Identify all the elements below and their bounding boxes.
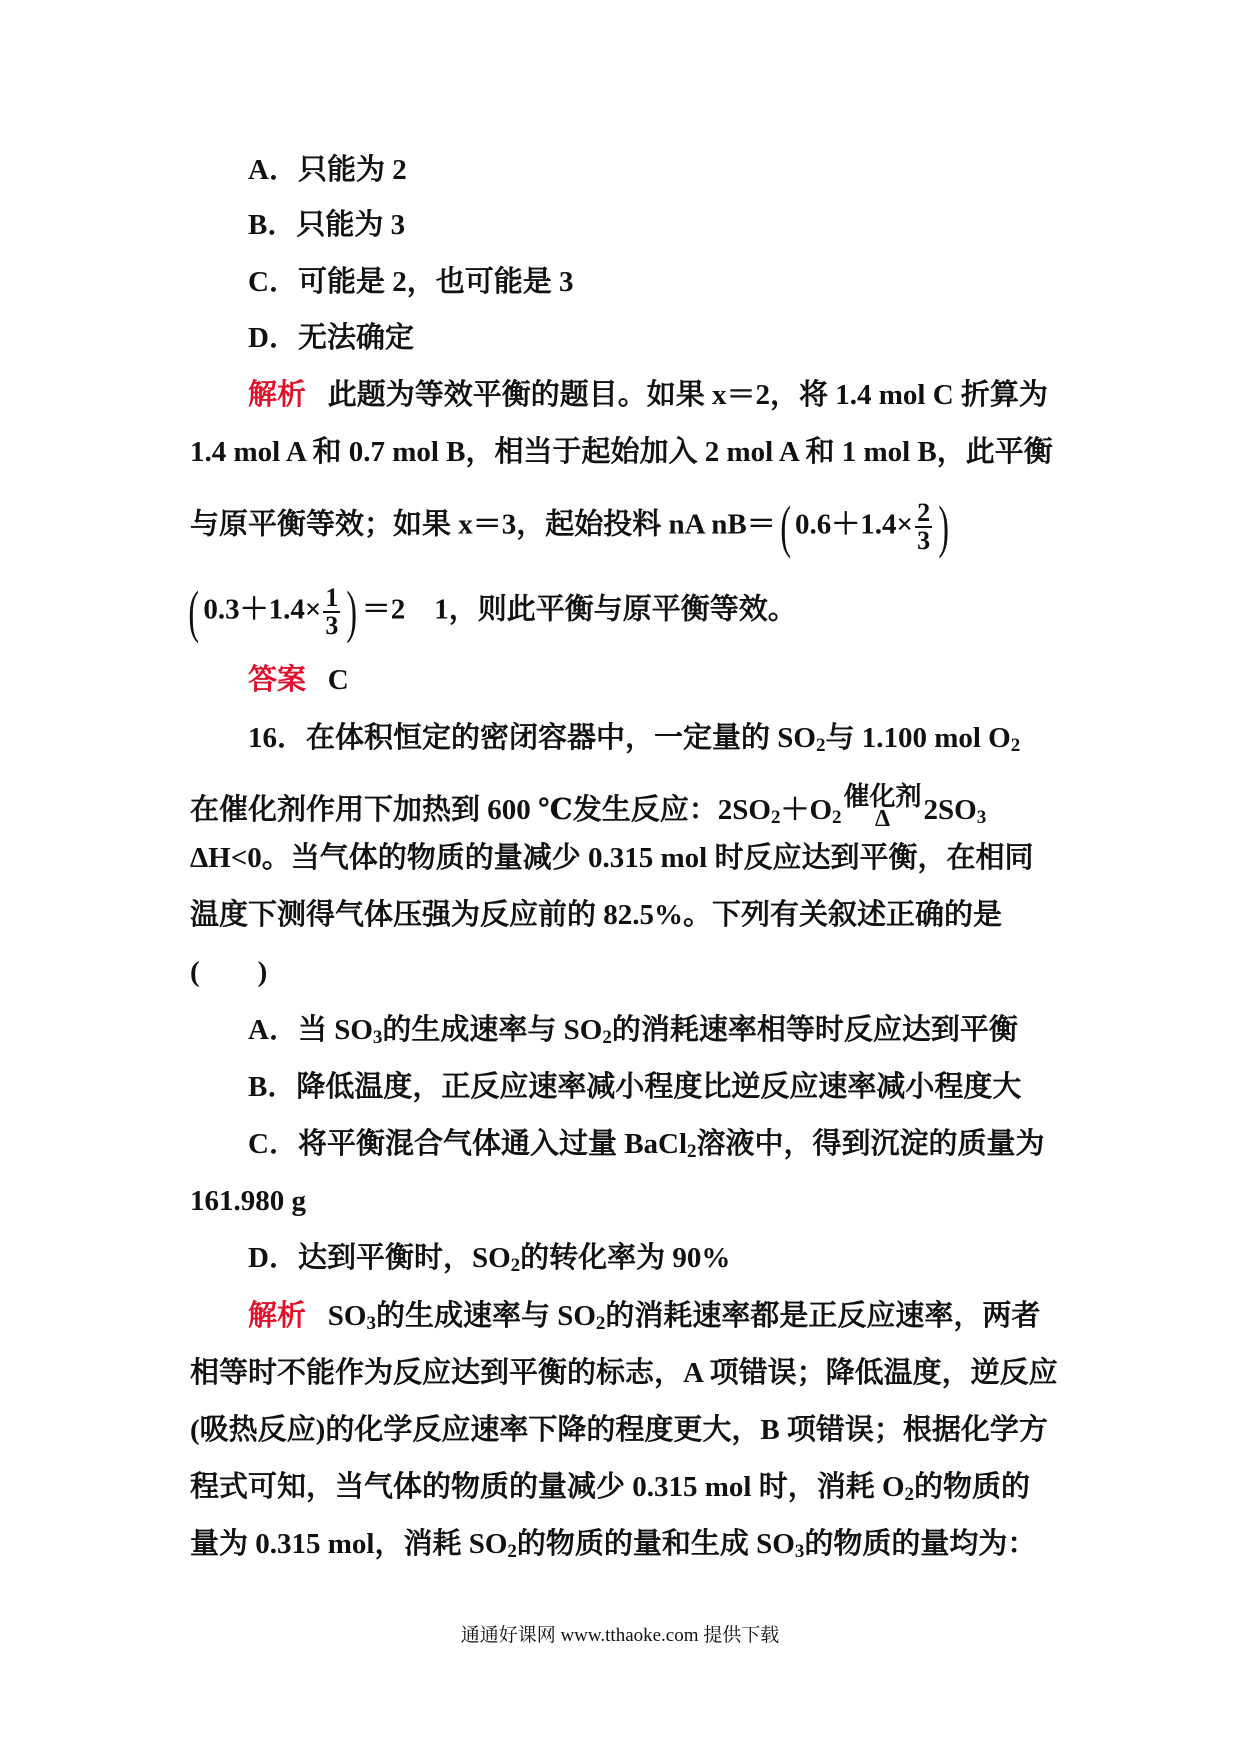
q16-option-b (248, 1067, 1118, 1107)
q16-line4 (190, 895, 1060, 935)
analysis2-line2 (190, 1353, 1060, 1393)
analysis2-text-1b: 的生成速率与 SO (375, 1300, 596, 1332)
paren-close: ) (938, 494, 950, 559)
subscript: 3 (372, 1027, 383, 1048)
paren-open: ( (188, 579, 199, 644)
answer1 (248, 660, 1118, 700)
q16-text-2: 在催化剂作用下加热到 600 ℃发生反应：2SO (190, 794, 771, 826)
analysis1-label: 解析 (248, 379, 307, 411)
q16-opt-c-3: 161.980 g (190, 1185, 306, 1217)
catalyst-label: 催化剂 (843, 782, 922, 811)
q16-opt-d-2: 的转化率为 90% (520, 1242, 731, 1274)
analysis1-text-3: 与原平衡等效；如果 x＝3，起始投料 nA nB＝ (190, 508, 776, 541)
option-a-text: A．只能为 2 (248, 154, 407, 186)
q16-text-2b: ＋O (780, 794, 832, 826)
q16-line2 (190, 782, 1060, 830)
fraction-denominator: 3 (917, 526, 931, 555)
subscript: 2 (510, 1255, 521, 1276)
subscript: 3 (976, 807, 987, 828)
analysis2-label: 解析 (248, 1300, 307, 1332)
analysis1-expr-1: 0.6＋1.4× (795, 508, 914, 541)
subscript: 2 (602, 1027, 612, 1048)
q16-opt-a-3: 的消耗速率相等时反应达到平衡 (611, 1014, 1018, 1046)
analysis2-line4 (190, 1467, 1060, 1507)
paren-close: ) (346, 579, 358, 644)
analysis2-text-2: 相等时不能作为反应达到平衡的标志，A 项错误；降低温度，逆反应 (190, 1357, 1058, 1389)
q16-option-c (248, 1124, 1118, 1164)
q16-text-3: ΔH<0。当气体的物质的量减少 0.315 mol 时反应达到平衡，在相同 (190, 842, 1034, 874)
subscript: 2 (507, 1541, 517, 1562)
q16-opt-c-1: C．将平衡混合气体通入过量 BaCl (248, 1128, 688, 1160)
reaction-condition (844, 782, 922, 830)
fraction-numerator: 1 (325, 583, 339, 612)
subscript: 2 (904, 1484, 915, 1505)
page-footer: 通通好课网 www.tthaoke.com 提供下载 (460, 1625, 780, 1646)
analysis2-text-4a: 程式可知，当气体的物质的量减少 0.315 mol 时，消耗 O (190, 1471, 905, 1503)
option-c-prev (248, 262, 1118, 302)
analysis1-text-2: 1.4 mol A 和 0.7 mol B，相当于起始加入 2 mol A 和 1 mol B，此平衡 (190, 436, 1053, 468)
analysis2-line1 (248, 1296, 1060, 1336)
q16-option-a (248, 1010, 1118, 1050)
option-a-prev (248, 150, 1118, 190)
subscript: 3 (794, 1541, 805, 1562)
heat-symbol: Δ (874, 806, 891, 832)
paren-open: ( (780, 494, 791, 559)
subscript: 3 (366, 1313, 376, 1334)
analysis1-line3 (190, 494, 1060, 559)
analysis1-line4 (184, 579, 1054, 644)
q16-opt-d-1: D．达到平衡时，SO (248, 1242, 511, 1274)
q16-text-4: 温度下测得气体压强为反应前的 82.5%。下列有关叙述正确的是 (190, 899, 1003, 931)
analysis1-line1 (248, 375, 1060, 415)
fraction-denominator: 3 (325, 611, 339, 640)
option-b-text: B．只能为 3 (248, 209, 406, 241)
analysis2-text-5b: 的物质的量和生成 SO (516, 1528, 795, 1560)
q16-line1 (248, 718, 1060, 758)
analysis2-text-5c: 的物质的量均为： (804, 1528, 1037, 1560)
analysis2-line3 (190, 1410, 1060, 1450)
option-d-prev (248, 318, 1118, 358)
subscript: 2 (815, 735, 826, 756)
analysis1-text-1: 此题为等效平衡的题目。如果 x＝2，将 1.4 mol C 折算为 (327, 379, 1048, 411)
analysis1-line2 (190, 432, 1060, 472)
q16-opt-c-2: 溶液中，得到沉淀的质量为 (696, 1128, 1045, 1160)
analysis2-line5 (190, 1524, 1060, 1564)
option-b-prev (248, 205, 1118, 245)
subscript: 2 (770, 807, 781, 828)
fraction-numerator: 2 (917, 498, 931, 527)
q16-opt-a-2: 的生成速率与 SO (382, 1014, 603, 1046)
q16-line5 (190, 952, 1060, 992)
analysis1-expr-2: 0.3＋1.4× (203, 593, 322, 626)
option-d-text: D．无法确定 (248, 322, 414, 354)
subscript: 2 (595, 1313, 606, 1334)
analysis2-text-4b: 的物质的 (914, 1471, 1031, 1503)
option-c-text: C．可能是 2，也可能是 3 (248, 266, 574, 298)
q16-product: 2SO (923, 794, 977, 826)
analysis2-text-5a: 量为 0.315 mol，消耗 SO (190, 1528, 508, 1560)
analysis2-text-3: (吸热反应)的化学反应速率下降的程度更大，B 项错误；根据化学方 (190, 1414, 1048, 1446)
subscript: 2 (687, 1141, 697, 1162)
q16-opt-b: B．降低温度，正反应速率减小程度比逆反应速率减小程度大 (248, 1071, 1022, 1103)
answer-label: 答案 (248, 664, 307, 696)
analysis2-text-1a: SO (327, 1300, 367, 1332)
q16-opt-a-1: A．当 SO (248, 1014, 373, 1046)
q16-text-1b: 与 1.100 mol O (825, 722, 1011, 754)
subscript: 2 (832, 807, 842, 828)
q16-line3 (190, 838, 1060, 878)
fraction-2-3 (915, 500, 932, 554)
q16-option-c-cont (190, 1181, 1060, 1221)
analysis1-text-4: ＝2 1，则此平衡与原平衡等效。 (361, 593, 797, 626)
subscript: 2 (1010, 735, 1021, 756)
fraction-1-3 (323, 585, 340, 639)
q16-option-d (248, 1238, 1118, 1278)
analysis2-text-1c: 的消耗速率都是正反应速率，两者 (605, 1300, 1041, 1332)
q16-text-1: 16．在体积恒定的密闭容器中，一定量的 SO (248, 722, 816, 754)
answer-value: C (327, 664, 349, 696)
answer-blank: ( ) (190, 956, 268, 988)
